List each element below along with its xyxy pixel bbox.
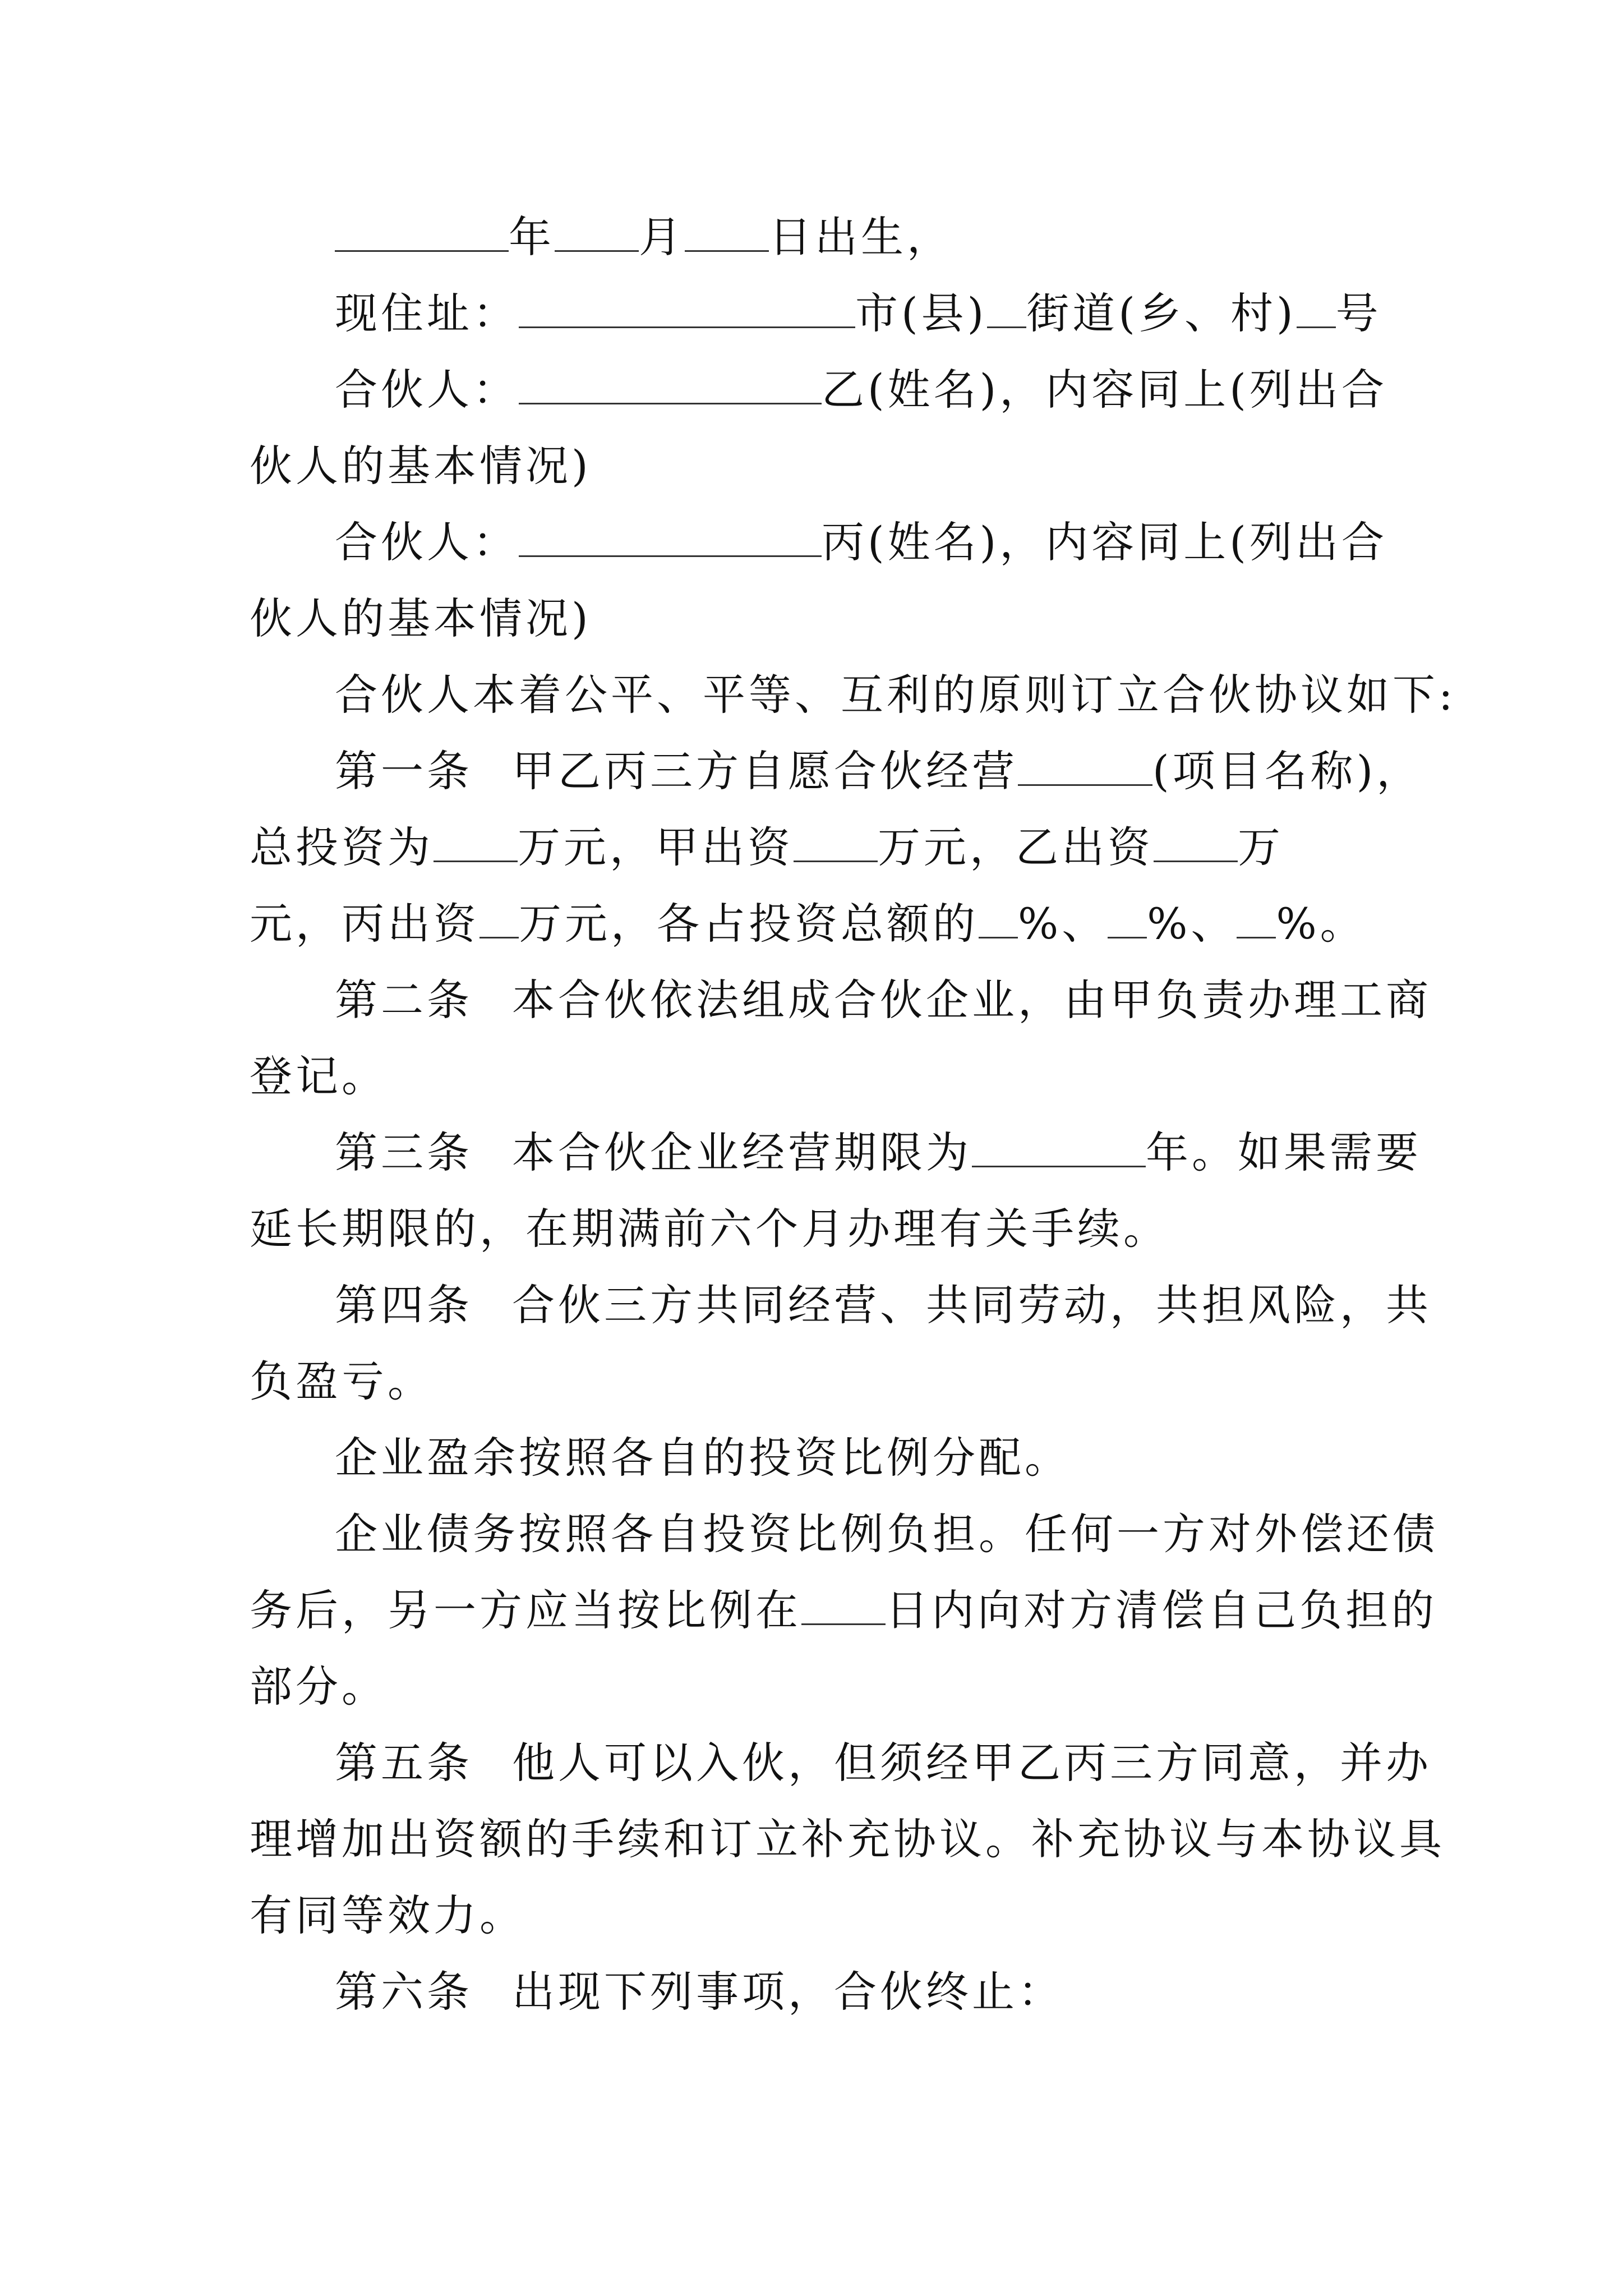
- project-name-blank: [1018, 751, 1152, 786]
- party-c-investment-blank: [479, 903, 519, 938]
- article-4-debt-cont: [250, 1572, 1437, 1649]
- article-5: [250, 1725, 1432, 1801]
- partner-c-line-cont: 伙人的基本情况): [250, 593, 592, 643]
- article-1-number: 第一条: [335, 746, 473, 796]
- article-5-number: 第五条: [335, 1738, 473, 1788]
- article-3-text-b: 年。如果需要: [1146, 1128, 1422, 1177]
- city-label: 市(县): [855, 288, 988, 338]
- article-1: [250, 733, 1423, 809]
- partner-c-blank: [519, 522, 822, 557]
- day-label: 日出生，: [769, 212, 953, 262]
- street-blank: [987, 293, 1026, 328]
- repay-days-blank: [801, 1590, 886, 1625]
- number-label: 号: [1335, 288, 1382, 338]
- document-body: [250, 199, 1456, 2030]
- number-blank: [1297, 293, 1336, 328]
- party-b-investment-blank: [1154, 827, 1238, 862]
- article-4-profit: 企业盈余按照各自的投资比例分配。: [335, 1433, 1071, 1483]
- article-6-text: 出现下列事项，合伙终止：: [512, 1967, 1064, 2017]
- article-6-number: 第六条: [335, 1967, 473, 2017]
- share-b-percent: %、: [1147, 899, 1237, 949]
- party-a-investment-label: 万元，甲出资: [518, 822, 794, 872]
- share-c-blank: [1237, 903, 1276, 938]
- partner-b-text: 乙(姓名)，内容同上(列出合: [822, 365, 1387, 415]
- address-label: 现住址：: [335, 288, 519, 338]
- partner-c-label: 合伙人：: [335, 517, 519, 567]
- article-4-number: 第四条: [335, 1280, 473, 1330]
- birth-date-line: [250, 199, 1394, 275]
- article-3-number: 第三条: [335, 1128, 473, 1177]
- total-investment-blank: [434, 827, 518, 862]
- share-c-percent: %。: [1276, 899, 1366, 949]
- article-4: [250, 1267, 1432, 1343]
- article-3-cont: 延长期限的，在期满前六个月办理有关手续。: [250, 1204, 1169, 1254]
- article-6: [250, 1954, 1394, 2030]
- article-5-cont: 理增加出资额的手续和订立补充协议。补充协议与本协议具: [250, 1814, 1445, 1864]
- unit-label: 万: [1238, 822, 1284, 872]
- total-investment-label: 总投资为: [250, 822, 434, 872]
- article-4-debt-text-a: 务后，另一方应当按比例在: [250, 1585, 801, 1635]
- article-4-debt: 企业债务按照各自投资比例负担。任何一方对外偿还债: [335, 1509, 1438, 1559]
- day-blank: [685, 217, 769, 252]
- article-1-text-b: (项目名称)，: [1152, 746, 1423, 796]
- share-a-percent: %、: [1018, 899, 1108, 949]
- article-4-debt-text-b: 日内向对方清偿自己负担的: [886, 1585, 1437, 1635]
- address-line: [250, 275, 1394, 352]
- article-2: [250, 962, 1432, 1038]
- article-5-end: 有同等效力。: [250, 1890, 525, 1940]
- month-label: 月: [639, 212, 685, 262]
- article-2-text: 本合伙依法组成合伙企业，由甲负责办理工商: [512, 975, 1432, 1025]
- partner-c-line: [250, 504, 1394, 581]
- share-b-blank: [1108, 903, 1147, 938]
- partner-c-text: 丙(姓名)，内容同上(列出合: [822, 517, 1387, 567]
- share-label: 万元，各占投资总额的: [519, 899, 979, 949]
- month-blank: [555, 217, 639, 252]
- article-2-cont: 登记。: [250, 1051, 388, 1101]
- article-4-debt-end: 部分。: [250, 1662, 388, 1711]
- party-b-investment-label: 万元，乙出资: [878, 822, 1154, 872]
- article-5-text: 他人可以入伙，但须经甲乙丙三方同意，并办: [512, 1738, 1432, 1788]
- article-2-number: 第二条: [335, 975, 473, 1025]
- year-blank: [335, 217, 509, 252]
- party-a-investment-blank: [794, 827, 878, 862]
- article-3-text-a: 本合伙企业经营期限为: [512, 1128, 972, 1177]
- address-blank: [519, 293, 855, 328]
- partner-b-line: [250, 352, 1394, 428]
- preamble: 合伙人本着公平、平等、互利的原则订立合伙协议如下:: [335, 670, 1456, 720]
- article-1-investment: [250, 809, 1394, 886]
- partner-b-blank: [519, 369, 822, 404]
- article-1-shares: [250, 886, 1394, 962]
- article-4-text: 合伙三方共同经营、共同劳动，共担风险，共: [512, 1280, 1432, 1330]
- year-label: 年: [509, 212, 555, 262]
- article-1-text-a: 甲乙丙三方自愿合伙经营: [512, 746, 1018, 796]
- partner-b-label: 合伙人：: [335, 365, 519, 415]
- partner-b-line-cont: 伙人的基本情况): [250, 441, 592, 491]
- share-a-blank: [979, 903, 1018, 938]
- street-label: 街道(乡、村): [1026, 288, 1297, 338]
- party-c-investment-label: 元，丙出资: [250, 899, 479, 949]
- term-years-blank: [972, 1132, 1146, 1167]
- article-3: [250, 1115, 1422, 1191]
- article-4-cont: 负盈亏。: [250, 1356, 434, 1406]
